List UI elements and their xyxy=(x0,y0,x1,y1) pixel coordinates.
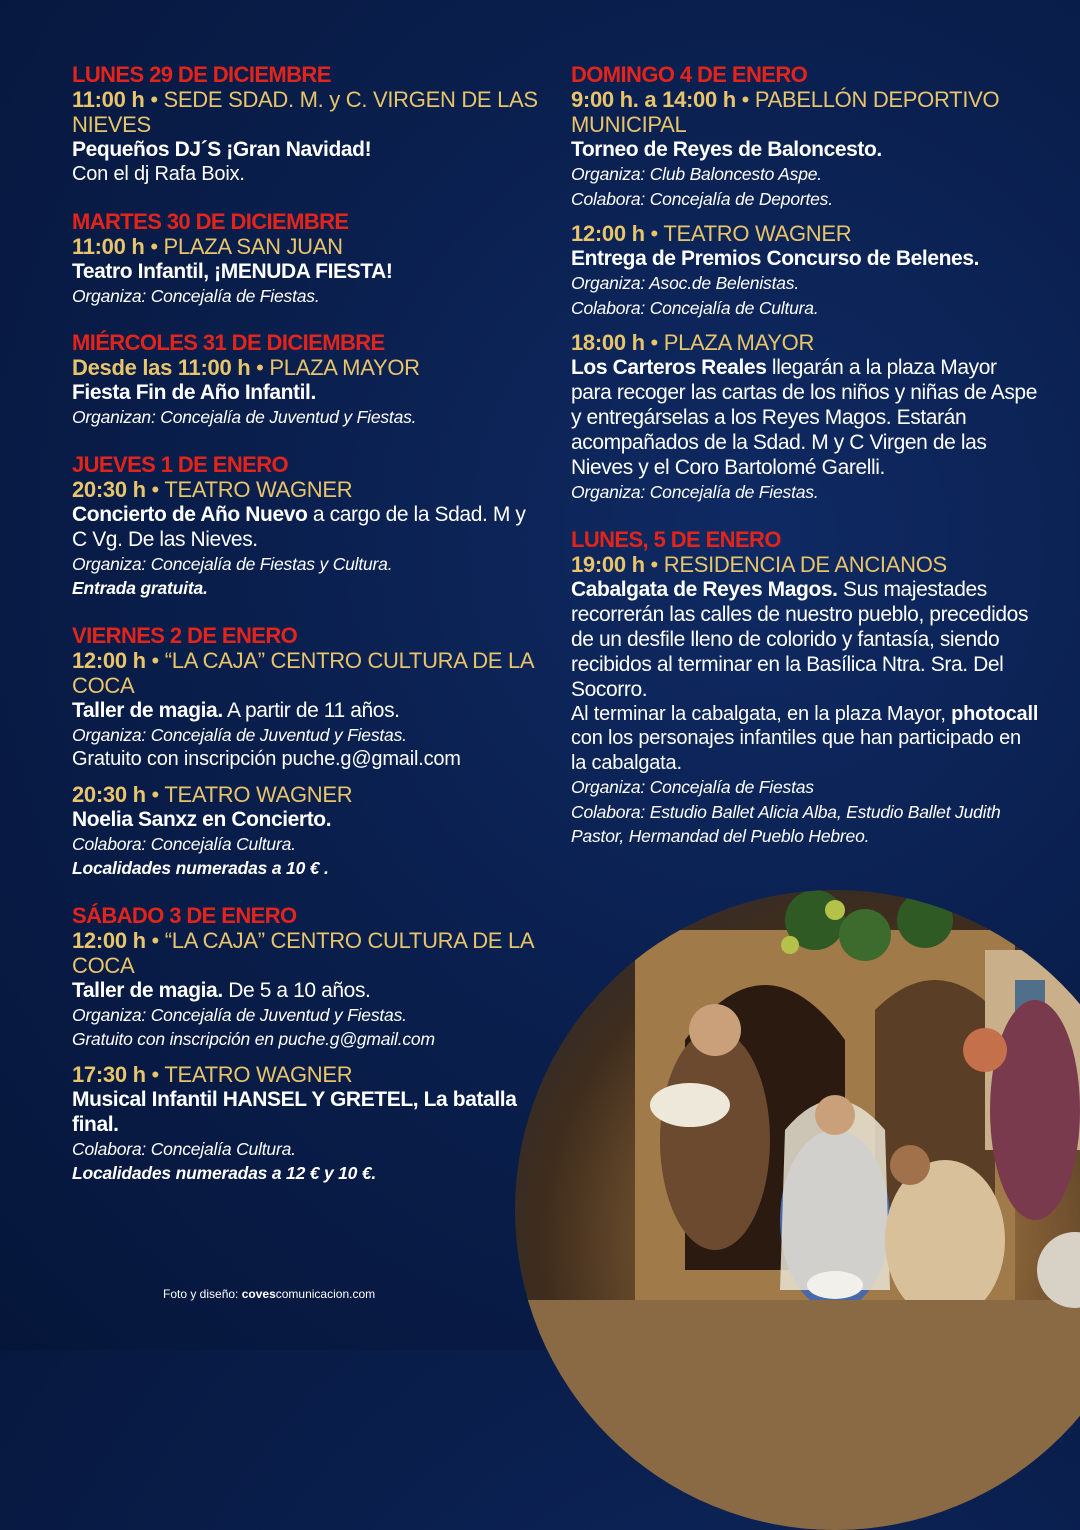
event-time: 20:30 h xyxy=(72,781,146,807)
event-place: • “LA CAJA” CENTRO CULTURA DE LA COCA xyxy=(72,927,534,978)
event-title: Fiesta Fin de Año Infantil. xyxy=(72,381,316,404)
event-title-line xyxy=(72,807,542,832)
spacer xyxy=(72,430,542,452)
king-figure-two xyxy=(990,1000,1080,1220)
event-title: Cabalgata de Reyes Magos. xyxy=(571,577,838,601)
event-organizer: Organiza: Concejalía de Fiestas. xyxy=(571,482,819,502)
event-organizer: Colabora: Concejalía Cultura. xyxy=(72,1138,296,1159)
event-time: 12:00 h xyxy=(571,221,645,246)
event-organizer: Gratuito con inscripción en puche.g@gmail.com xyxy=(72,1029,435,1049)
event-title: Taller de magia. xyxy=(72,698,223,722)
event-block xyxy=(72,330,542,430)
event-price: Entrada gratuita. xyxy=(72,578,208,598)
event-time: Desde las 11:00 h xyxy=(72,355,251,380)
event-note: Gratuito con inscripción puche.g@gmail.com xyxy=(72,748,461,770)
event-day: JUEVES 1 DE ENERO xyxy=(72,451,288,477)
event-time-place xyxy=(72,477,542,502)
paragraph-text: Al terminar la cabalgata, en la plaza Mayor, xyxy=(571,702,952,725)
event-place: • TEATRO WAGNER xyxy=(644,221,852,246)
event-organizer: Organiza: Concejalía de Juventud y Fiestas. xyxy=(72,1004,407,1025)
event-price-line xyxy=(72,1161,542,1186)
event-time-place xyxy=(72,1062,542,1087)
event-price: Localidades numeradas a 10 € . xyxy=(72,858,329,878)
event-block xyxy=(571,330,1041,505)
event-day: MARTES 30 DE DICIEMBRE xyxy=(72,208,349,234)
event-title-line xyxy=(571,246,1041,271)
event-title: Concierto de Año Nuevo xyxy=(72,502,308,526)
credit-brand: coves xyxy=(241,1287,276,1301)
event-block xyxy=(571,62,1041,211)
event-time-place xyxy=(72,234,542,259)
event-description: a cargo de la Sdad. M y C Vg. De las Nieves. xyxy=(72,502,526,551)
event-price: Localidades numeradas a 12 € y 10 €. xyxy=(72,1163,377,1183)
event-time: 17:30 h xyxy=(72,1061,146,1087)
event-block xyxy=(72,623,542,772)
spacer xyxy=(72,308,542,330)
event-description: llegarán a la plaza Mayor para recoger las cartas de los niños y niñas de Aspe y entregárselas a los Reyes Magos. Estarán acompañados de la Sdad. M y C Virgen de las Nieves y el Coro Bartolomé Garelli. xyxy=(571,356,1037,479)
event-time-place xyxy=(571,87,1041,137)
event-description: Sus majestades recorrerán las calles de nuestro pueblo, precedidos de un desfile lleno de colorido y fantasía, siendo recibidos al terminar en la Basílica Ntra. Sra. Del Socorro. xyxy=(571,577,1029,701)
event-time-place xyxy=(72,782,542,807)
event-time-place xyxy=(72,928,542,978)
event-block xyxy=(72,782,542,881)
event-note: Con el dj Rafa Boix. xyxy=(72,163,245,185)
event-day: LUNES 29 DE DICIEMBRE xyxy=(72,62,331,87)
event-organizer: Organiza: Concejalía de Juventud y Fiestas. xyxy=(72,724,407,745)
event-block xyxy=(72,62,542,187)
event-day: DOMINGO 4 DE ENERO xyxy=(571,62,808,87)
event-organizer: Colabora: Concejalía de Deportes. xyxy=(571,188,833,209)
event-time: 18:00 h xyxy=(571,330,645,355)
event-organizer: Organiza: Asoc.de Belenistas. xyxy=(571,273,799,293)
event-title-line xyxy=(72,259,542,284)
event-title-line xyxy=(571,137,1041,162)
event-title: Teatro Infantil, ¡MENUDA FIESTA! xyxy=(72,259,393,283)
event-title-line xyxy=(72,380,542,405)
event-description: A partir de 11 años. xyxy=(222,698,400,722)
event-description: De 5 a 10 años. xyxy=(222,978,371,1002)
event-block xyxy=(571,527,1041,849)
nativity-scene-photo xyxy=(515,890,1080,1530)
event-price-line xyxy=(72,576,542,601)
event-title-line xyxy=(571,355,1041,480)
spacer xyxy=(72,772,542,782)
spacer xyxy=(571,211,1041,221)
event-place: • TEATRO WAGNER xyxy=(145,476,353,502)
event-place: • RESIDENCIA DE ANCIANOS xyxy=(644,551,947,577)
event-time: 19:00 h xyxy=(571,551,645,577)
event-price-line xyxy=(72,856,542,881)
event-time-place xyxy=(571,221,1041,246)
event-time-place xyxy=(72,87,542,137)
spacer xyxy=(72,1052,542,1062)
spacer xyxy=(72,601,542,623)
paragraph-bold: photocall xyxy=(951,702,1039,725)
event-block xyxy=(72,209,542,309)
event-organizer: Colabora: Concejalía Cultura. xyxy=(72,833,296,854)
baby-figure xyxy=(650,1083,730,1127)
event-time: 11:00 h xyxy=(72,87,145,112)
event-time: 20:30 h xyxy=(72,476,146,502)
event-time-place xyxy=(571,330,1041,355)
event-title-line xyxy=(72,1087,542,1137)
event-day: VIERNES 2 DE ENERO xyxy=(72,622,298,648)
event-time-place xyxy=(72,648,542,698)
credit-suffix: comunicacion.com xyxy=(275,1287,376,1301)
event-title-line xyxy=(571,577,1041,702)
event-block xyxy=(72,903,542,1052)
event-time-place xyxy=(571,552,1041,577)
king-figure xyxy=(885,1160,1005,1320)
credit-prefix: Foto y diseño: xyxy=(163,1287,242,1301)
nativity-illustration xyxy=(515,890,1080,1530)
spacer xyxy=(571,505,1041,527)
event-title-line xyxy=(72,978,542,1003)
event-title-line xyxy=(72,698,542,723)
event-title: Pequeños DJ´S ¡Gran Navidad! xyxy=(72,138,372,161)
event-place: • TEATRO WAGNER xyxy=(145,1061,353,1087)
event-day: LUNES, 5 DE ENERO xyxy=(571,526,781,552)
right-column xyxy=(571,62,1041,849)
event-title: Los Carteros Reales xyxy=(571,356,767,379)
event-time-place xyxy=(72,355,542,380)
event-place: • PLAZA MAYOR xyxy=(250,355,420,380)
event-time: 11:00 h xyxy=(72,233,145,259)
event-place: • SEDE SDAD. M. y C. VIRGEN DE LAS NIEVES xyxy=(72,87,538,137)
event-place: • “LA CAJA” CENTRO CULTURA DE LA COCA xyxy=(72,647,534,698)
event-time: 12:00 h xyxy=(72,647,146,673)
spacer xyxy=(72,187,542,209)
event-title-line xyxy=(72,502,542,552)
event-organizer: Organiza: Club Baloncesto Aspe. xyxy=(571,164,822,184)
event-place: • PLAZA SAN JUAN xyxy=(144,233,343,259)
event-block xyxy=(72,452,542,601)
event-organizer: Organiza: Concejalía de Fiestas xyxy=(571,777,814,797)
left-column xyxy=(72,62,542,1186)
event-title: Torneo de Reyes de Baloncesto. xyxy=(571,138,882,161)
event-paragraph xyxy=(571,702,1041,776)
spacer xyxy=(571,320,1041,330)
event-block xyxy=(571,221,1041,320)
event-time: 9:00 h. a 14:00 h xyxy=(571,87,736,112)
paragraph-text: con los personajes infantiles que han participado en la cabalgata. xyxy=(571,727,1021,774)
event-block xyxy=(72,1062,542,1186)
event-organizer: Organiza: Concejalía de Fiestas. xyxy=(72,285,320,306)
event-day: MIÉRCOLES 31 DE DICIEMBRE xyxy=(72,330,385,355)
event-title: Noelia Sanxz en Concierto. xyxy=(72,807,332,831)
event-organizer: Colabora: Estudio Ballet Alicia Alba, Estudio Ballet Judith Pastor, Hermandad del Pueblo Hebreo. xyxy=(571,801,1001,846)
event-organizer: Organiza: Concejalía de Fiestas y Cultura. xyxy=(72,553,393,574)
event-day: SÁBADO 3 DE ENERO xyxy=(72,902,297,928)
spacer xyxy=(72,881,542,903)
event-place: • TEATRO WAGNER xyxy=(145,781,353,807)
joseph-figure xyxy=(660,1030,770,1250)
event-organizer: Organizan: Concejalía de Juventud y Fiestas. xyxy=(72,407,417,427)
photo-credit xyxy=(163,1287,375,1301)
event-organizer: Colabora: Concejalía de Cultura. xyxy=(571,297,819,318)
event-title: Entrega de Premios Concurso de Belenes. xyxy=(571,247,980,270)
event-time: 12:00 h xyxy=(72,927,146,953)
event-title-line xyxy=(72,137,542,162)
event-title: Taller de magia. xyxy=(72,978,223,1002)
event-place: • PLAZA MAYOR xyxy=(644,330,815,355)
event-title: Musical Infantil HANSEL Y GRETEL, La batalla final. xyxy=(72,1087,517,1136)
event-place: • PABELLÓN DEPORTIVO MUNICIPAL xyxy=(571,87,1000,137)
